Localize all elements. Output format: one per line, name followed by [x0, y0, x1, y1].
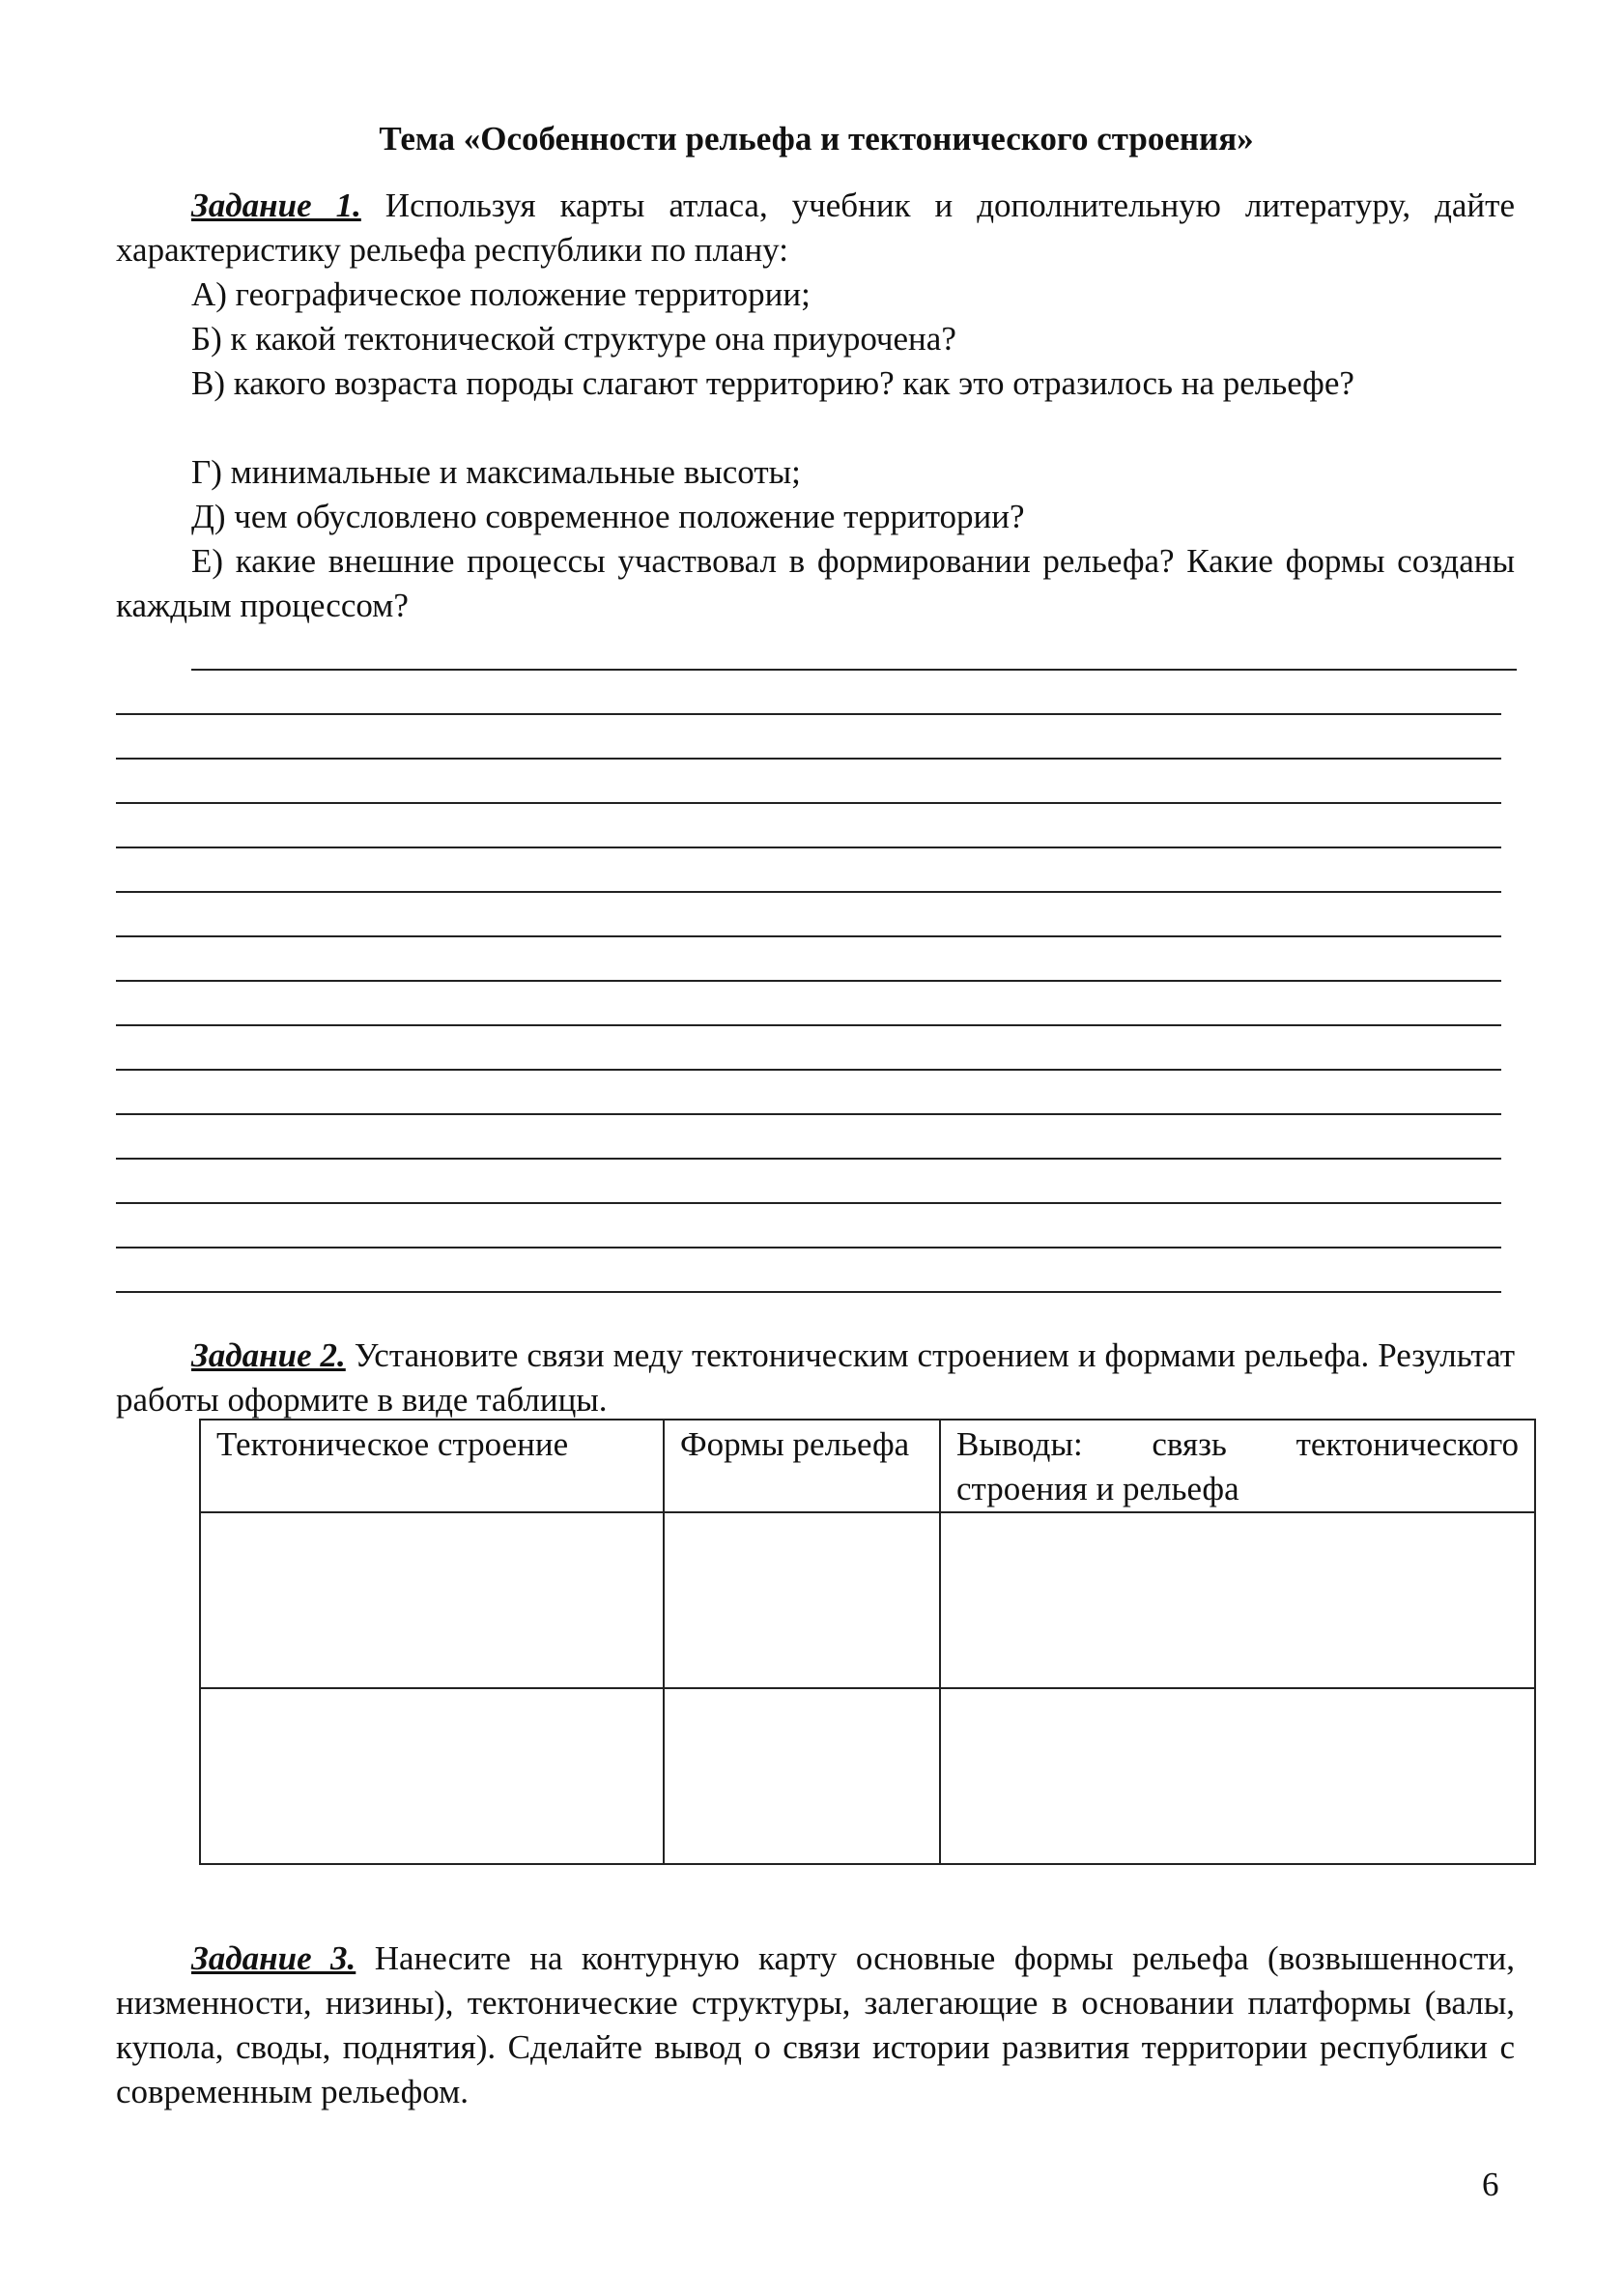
- task1-item-v: В) какого возраста породы слагают территорию? как это отразилось на рельефе?: [191, 364, 1354, 402]
- answer-line[interactable]: [116, 847, 1501, 848]
- answer-line[interactable]: [116, 935, 1501, 937]
- table-cell[interactable]: [940, 1688, 1535, 1864]
- table-cell[interactable]: [940, 1512, 1535, 1688]
- task1-item-d: Д) чем обусловлено современное положение территории?: [191, 498, 1025, 535]
- answer-line[interactable]: [116, 1024, 1501, 1026]
- table-row: [200, 1512, 1535, 1688]
- task1-item-e: Е) какие внешние процессы участвовал в формировании рельефа? Какие формы созданы каждым процессом?: [116, 542, 1515, 624]
- task1-item-b: Б) к какой тектонической структуре она приурочена?: [191, 320, 956, 358]
- answer-line[interactable]: [116, 758, 1501, 760]
- page-title: Тема «Особенности рельефа и тектонического строения»: [379, 120, 1254, 158]
- answer-line[interactable]: [116, 980, 1501, 982]
- table-cell[interactable]: [664, 1512, 940, 1688]
- table-cell[interactable]: [664, 1688, 940, 1864]
- task1-item-g: Г) минимальные и максимальные высоты;: [191, 453, 801, 491]
- answer-line[interactable]: [116, 713, 1501, 715]
- relief-table: [199, 1419, 1536, 1865]
- task1-item-a: А) географическое положение территории;: [191, 275, 811, 313]
- answer-line[interactable]: [116, 1202, 1501, 1204]
- answer-line[interactable]: [116, 1158, 1501, 1160]
- answer-line[interactable]: [116, 1113, 1501, 1115]
- task2-text: [116, 1334, 1515, 1422]
- answer-line[interactable]: [191, 669, 1517, 671]
- table-row: [200, 1688, 1535, 1864]
- table-header-cell: Тектоническое строение: [200, 1420, 664, 1512]
- answer-line[interactable]: [116, 802, 1501, 804]
- answer-line[interactable]: [116, 1069, 1501, 1071]
- page-number: 6: [1482, 2166, 1499, 2203]
- table-header-row: [200, 1420, 1535, 1512]
- task3-label: Задание 3.: [191, 1939, 356, 1977]
- answer-line[interactable]: [116, 1291, 1501, 1293]
- task1-intro: [116, 184, 1515, 273]
- table-header-cell: Выводы: связь тектонического строения и рельефа: [940, 1420, 1535, 1512]
- task3-text: [116, 1937, 1515, 2114]
- table-header-cell: Формы рельефа: [664, 1420, 940, 1512]
- task3-body: Нанесите на контурную карту основные формы рельефа (возвышенности, низменности, низины), тектонические структуры, залегающие в основании платформы (валы, купола, своды, поднятия). Сделайте вывод о связи истории развития территории республики с современным рельефом.: [116, 1939, 1515, 2110]
- task2-body: Установите связи меду тектоническим строением и формами рельефа. Результат работы оформите в виде таблицы.: [116, 1336, 1515, 1419]
- table-cell[interactable]: [200, 1512, 664, 1688]
- task1-intro-text: Используя карты атласа, учебник и дополнительную литературу, дайте характеристику рельефа республики по плану:: [116, 187, 1515, 269]
- table-cell[interactable]: [200, 1688, 664, 1864]
- answer-line[interactable]: [116, 1247, 1501, 1248]
- task2-label: Задание 2.: [191, 1336, 346, 1374]
- answer-line[interactable]: [116, 891, 1501, 893]
- task1-label: Задание 1.: [191, 187, 361, 224]
